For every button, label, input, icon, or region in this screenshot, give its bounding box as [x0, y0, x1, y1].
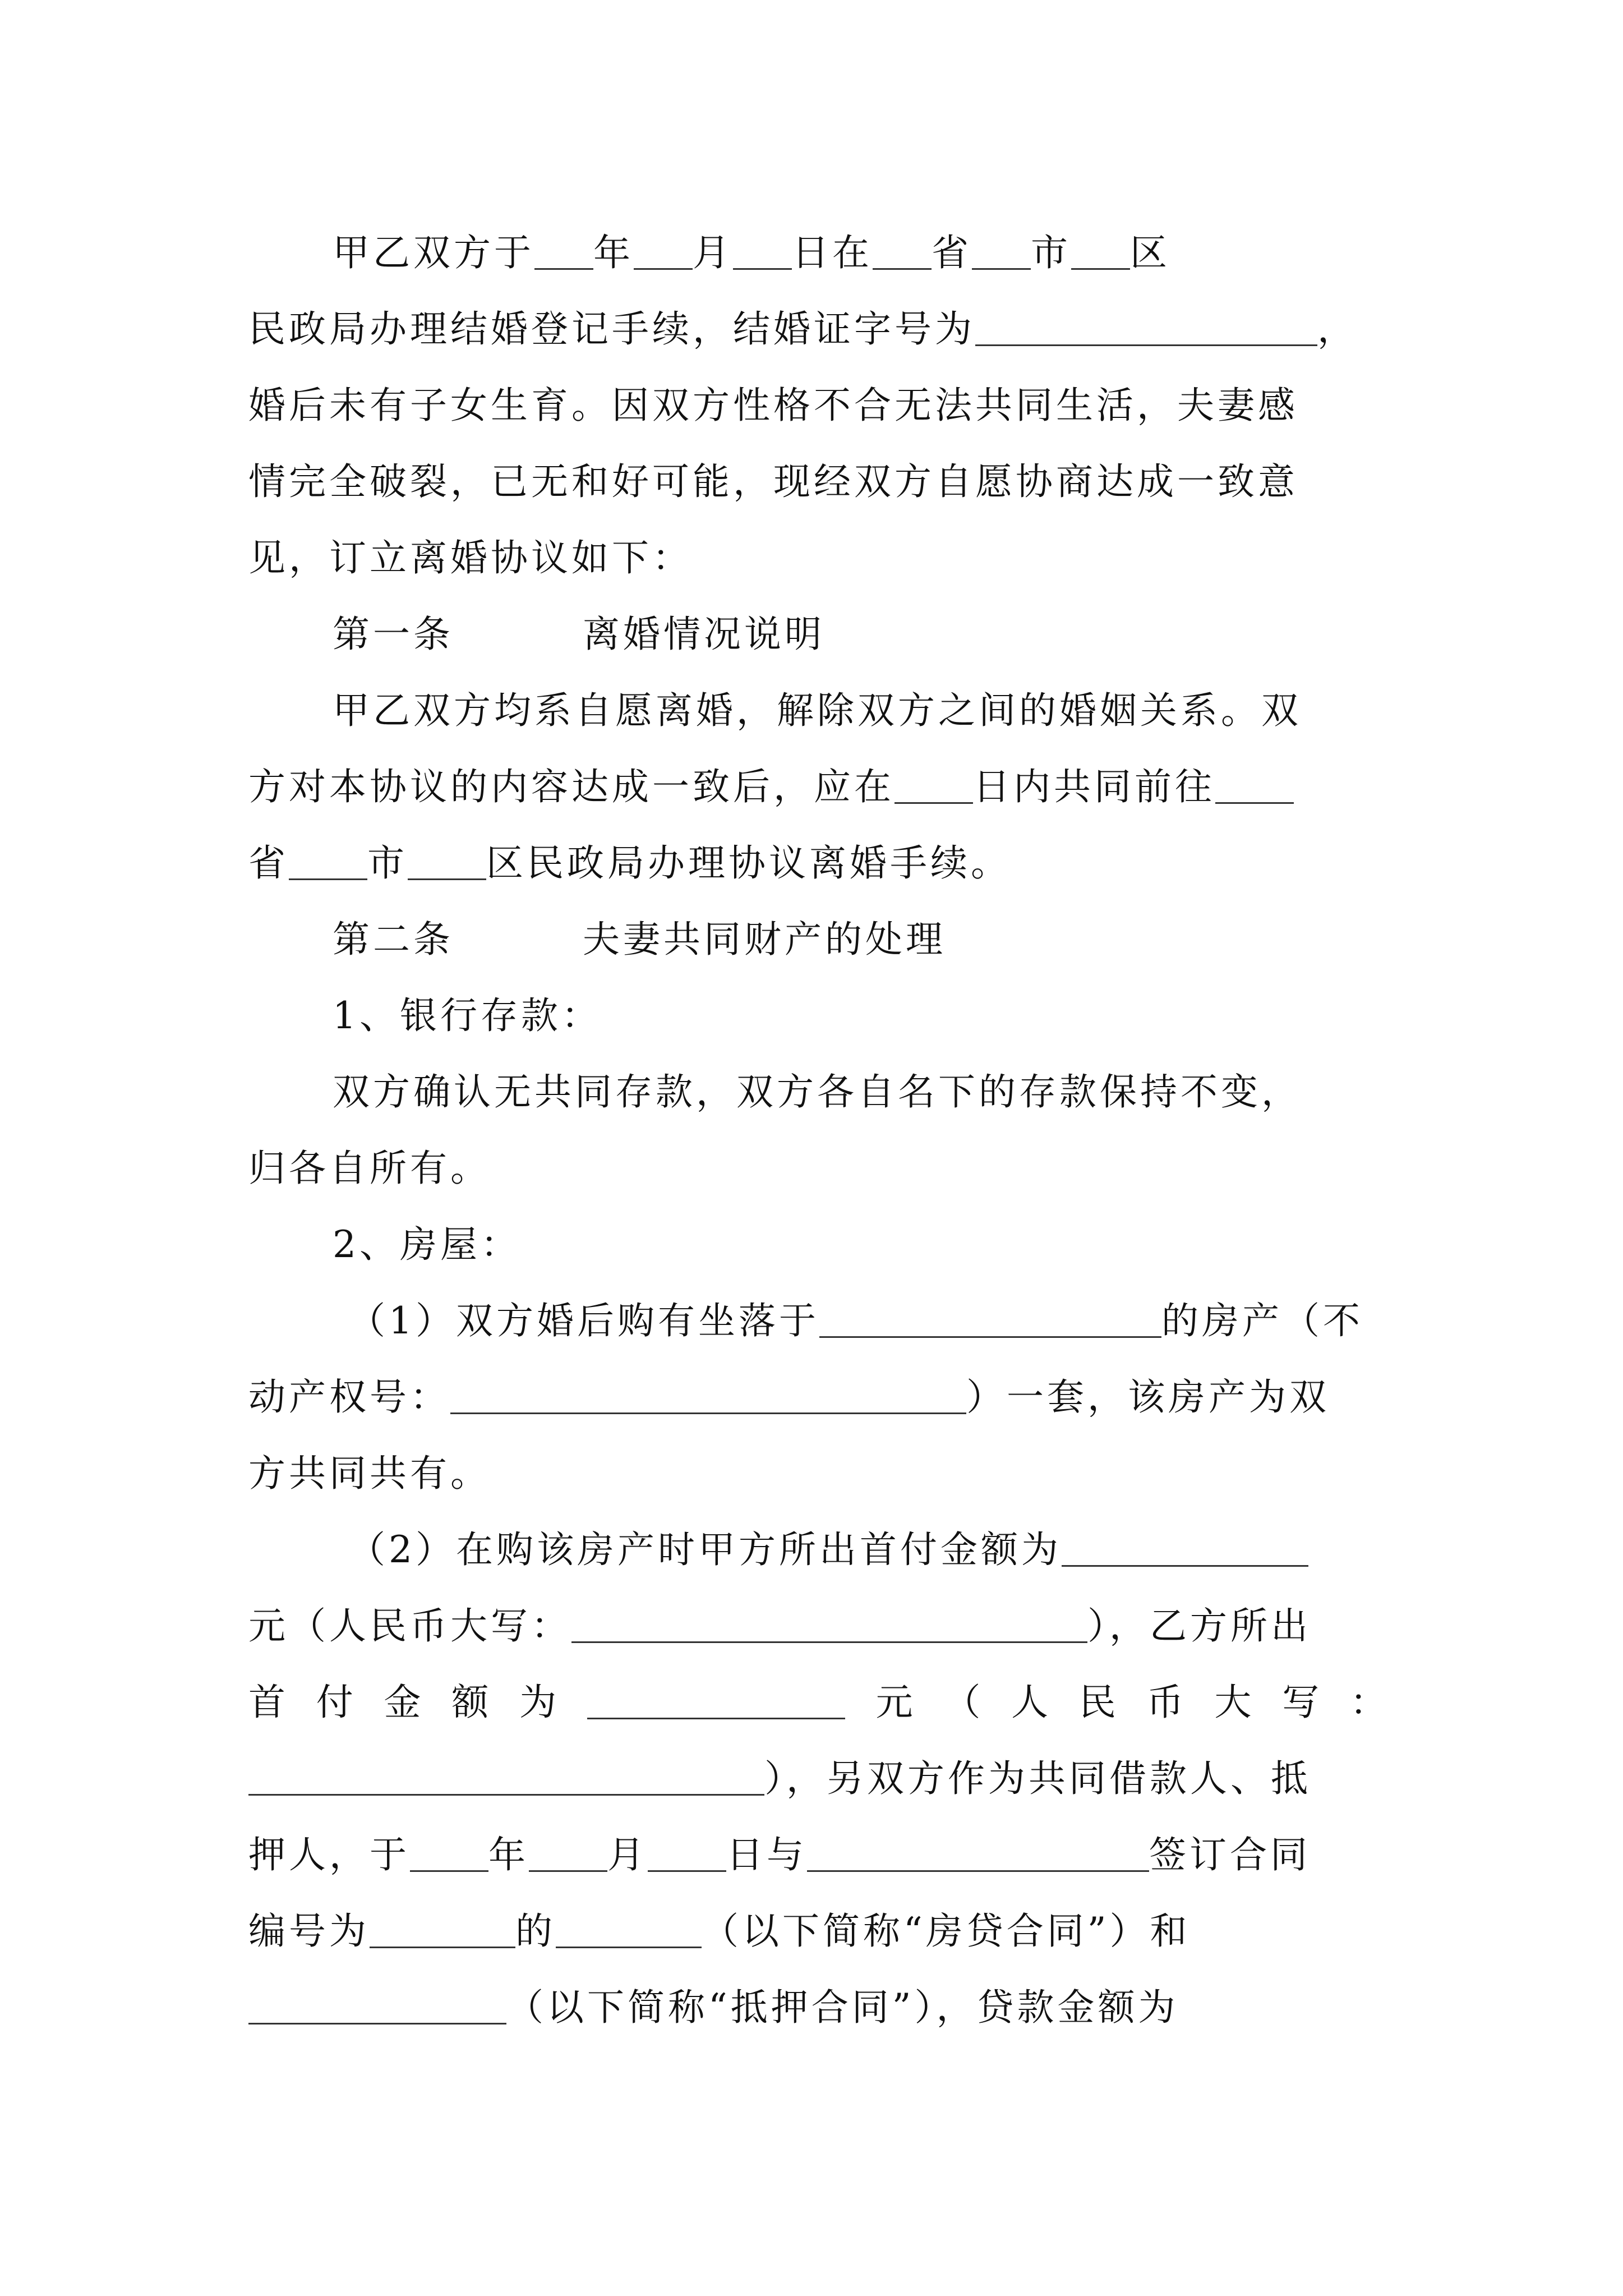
- text-segment: 押人，于: [248, 1833, 410, 1876]
- text-segment: 首: [248, 1681, 285, 1724]
- text-segment: 币: [1146, 1681, 1184, 1724]
- article-heading: [248, 596, 1387, 673]
- text-segment: 编号为: [248, 1910, 370, 1953]
- paragraph-line: [248, 1817, 1387, 1893]
- paragraph-line: [248, 1512, 1387, 1588]
- paragraph-line: 双方确认无共同存款，双方各自名下的存款保持不变，: [333, 1070, 1302, 1114]
- text-segment: （2）在购该房产时甲方所出首付金额为: [348, 1528, 1062, 1571]
- text-segment: ），乙方所出: [1087, 1604, 1311, 1648]
- blank-province[interactable]: [873, 237, 932, 270]
- item-heading: 1、银行存款：: [333, 994, 602, 1037]
- text-segment: 省: [932, 231, 972, 274]
- text-segment: （以下简称“抵押合同”），贷款金额为: [506, 1986, 1179, 2029]
- text-segment: 省: [248, 841, 289, 885]
- paragraph-line: [248, 1893, 1387, 1970]
- article-number: 第一条: [333, 613, 454, 656]
- blank-day[interactable]: [733, 237, 792, 270]
- paragraph-line: [248, 749, 1387, 825]
- paragraph-line: [248, 291, 1387, 367]
- blank-month[interactable]: [634, 237, 693, 270]
- blank-mortgage-contract[interactable]: [248, 1991, 506, 2024]
- text-segment: 金: [384, 1681, 421, 1724]
- paragraph-line: [248, 825, 1387, 901]
- blank-lender[interactable]: [807, 1839, 1149, 1872]
- paragraph-line: [248, 1970, 1387, 2046]
- blank-marriage-cert-no[interactable]: [975, 313, 1317, 346]
- text-segment: 为: [519, 1681, 557, 1724]
- text-segment: 区民政局办理协议离婚手续。: [486, 841, 1011, 885]
- text-segment: ），另双方作为共同借款人、抵: [764, 1757, 1311, 1800]
- blank-party-b-down-payment[interactable]: [587, 1686, 845, 1719]
- paragraph-line: [248, 1359, 1387, 1435]
- text-segment: （1）双方婚后购有坐落于: [348, 1299, 819, 1342]
- text-segment: ，: [1317, 307, 1358, 351]
- blank-year[interactable]: [410, 1839, 488, 1872]
- text-segment: 日与: [726, 1833, 807, 1876]
- text-segment: 人: [1011, 1681, 1049, 1724]
- text-segment: ：: [1349, 1681, 1387, 1724]
- text-segment: 年: [488, 1833, 529, 1876]
- paragraph-line: 情完全破裂，已无和好可能，现经双方自愿协商达成一致意: [248, 460, 1298, 503]
- text-segment: 年: [593, 231, 634, 274]
- text-segment: 付: [316, 1681, 353, 1724]
- paragraph-line: 见，订立离婚协议如下：: [248, 536, 693, 579]
- article-number: 第二条: [333, 918, 454, 961]
- item-heading: 2、房屋：: [333, 1223, 521, 1266]
- paragraph-line: [248, 215, 1387, 291]
- blank-day[interactable]: [648, 1839, 726, 1872]
- paragraph-line: [248, 1588, 1387, 1664]
- blank-year[interactable]: [534, 237, 593, 270]
- text-segment: 的房产（不: [1161, 1299, 1363, 1342]
- text-segment: 甲乙双方于: [333, 231, 534, 274]
- text-segment: ）一套，该房产为双: [966, 1375, 1330, 1419]
- article-title: 离婚情况说明: [583, 613, 825, 656]
- text-segment: 民政局办理结婚登记手续，结婚证字号为: [248, 307, 975, 351]
- text-segment: 日在: [792, 231, 873, 274]
- text-segment: 元（人民币大写：: [248, 1604, 571, 1648]
- text-segment: 日内共同前往: [973, 765, 1215, 808]
- text-segment: 月: [607, 1833, 648, 1876]
- text-segment: 月: [693, 231, 733, 274]
- blank-province[interactable]: [1215, 771, 1294, 804]
- text-segment: 写: [1282, 1681, 1320, 1724]
- blank-district[interactable]: [1071, 237, 1130, 270]
- text-segment: 区: [1130, 231, 1170, 274]
- text-segment: （: [943, 1681, 981, 1724]
- article-heading: [248, 901, 1387, 978]
- text-segment: 签订合同: [1149, 1833, 1311, 1876]
- paragraph-line: 方共同共有。: [248, 1452, 491, 1495]
- blank-contract-no[interactable]: [370, 1915, 515, 1948]
- text-segment: 额: [451, 1681, 489, 1724]
- text-segment: 市: [367, 841, 408, 885]
- article-title: 夫妻共同财产的处理: [583, 918, 946, 961]
- blank-party-a-down-payment[interactable]: [1062, 1534, 1308, 1567]
- blank-month[interactable]: [529, 1839, 607, 1872]
- paragraph-line: [248, 1283, 1387, 1359]
- text-segment: 元: [875, 1681, 913, 1724]
- paragraph-line: [248, 1741, 1387, 1817]
- text-segment: 方对本协议的内容达成一致后，应在: [248, 765, 895, 808]
- paragraph-line: 婚后未有子女生育。因双方性格不合无法共同生活，夫妻感: [248, 384, 1298, 427]
- text-segment: （以下简称“房贷合同”）和: [702, 1910, 1191, 1953]
- document-body: [248, 215, 1387, 2046]
- blank-city[interactable]: [972, 237, 1031, 270]
- blank-property-location[interactable]: [819, 1305, 1161, 1338]
- blank-city[interactable]: [289, 847, 367, 880]
- blank-district[interactable]: [408, 847, 486, 880]
- text-segment: 民: [1078, 1681, 1116, 1724]
- blank-days[interactable]: [895, 771, 973, 804]
- text-segment: 动产权号：: [248, 1375, 450, 1419]
- blank-amount-in-words[interactable]: [248, 1763, 764, 1796]
- blank-property-cert-no[interactable]: [450, 1381, 966, 1414]
- paragraph-line: [248, 1664, 1387, 1741]
- paragraph-line: 归各自所有。: [248, 1147, 491, 1190]
- text-segment: 大: [1214, 1681, 1252, 1724]
- blank-amount-in-words[interactable]: [571, 1610, 1087, 1643]
- text-segment: 市: [1031, 231, 1071, 274]
- paragraph-line: 甲乙双方均系自愿离婚，解除双方之间的婚姻关系。双: [333, 689, 1302, 732]
- text-segment: 的: [515, 1910, 556, 1953]
- blank-contract-name[interactable]: [556, 1915, 702, 1948]
